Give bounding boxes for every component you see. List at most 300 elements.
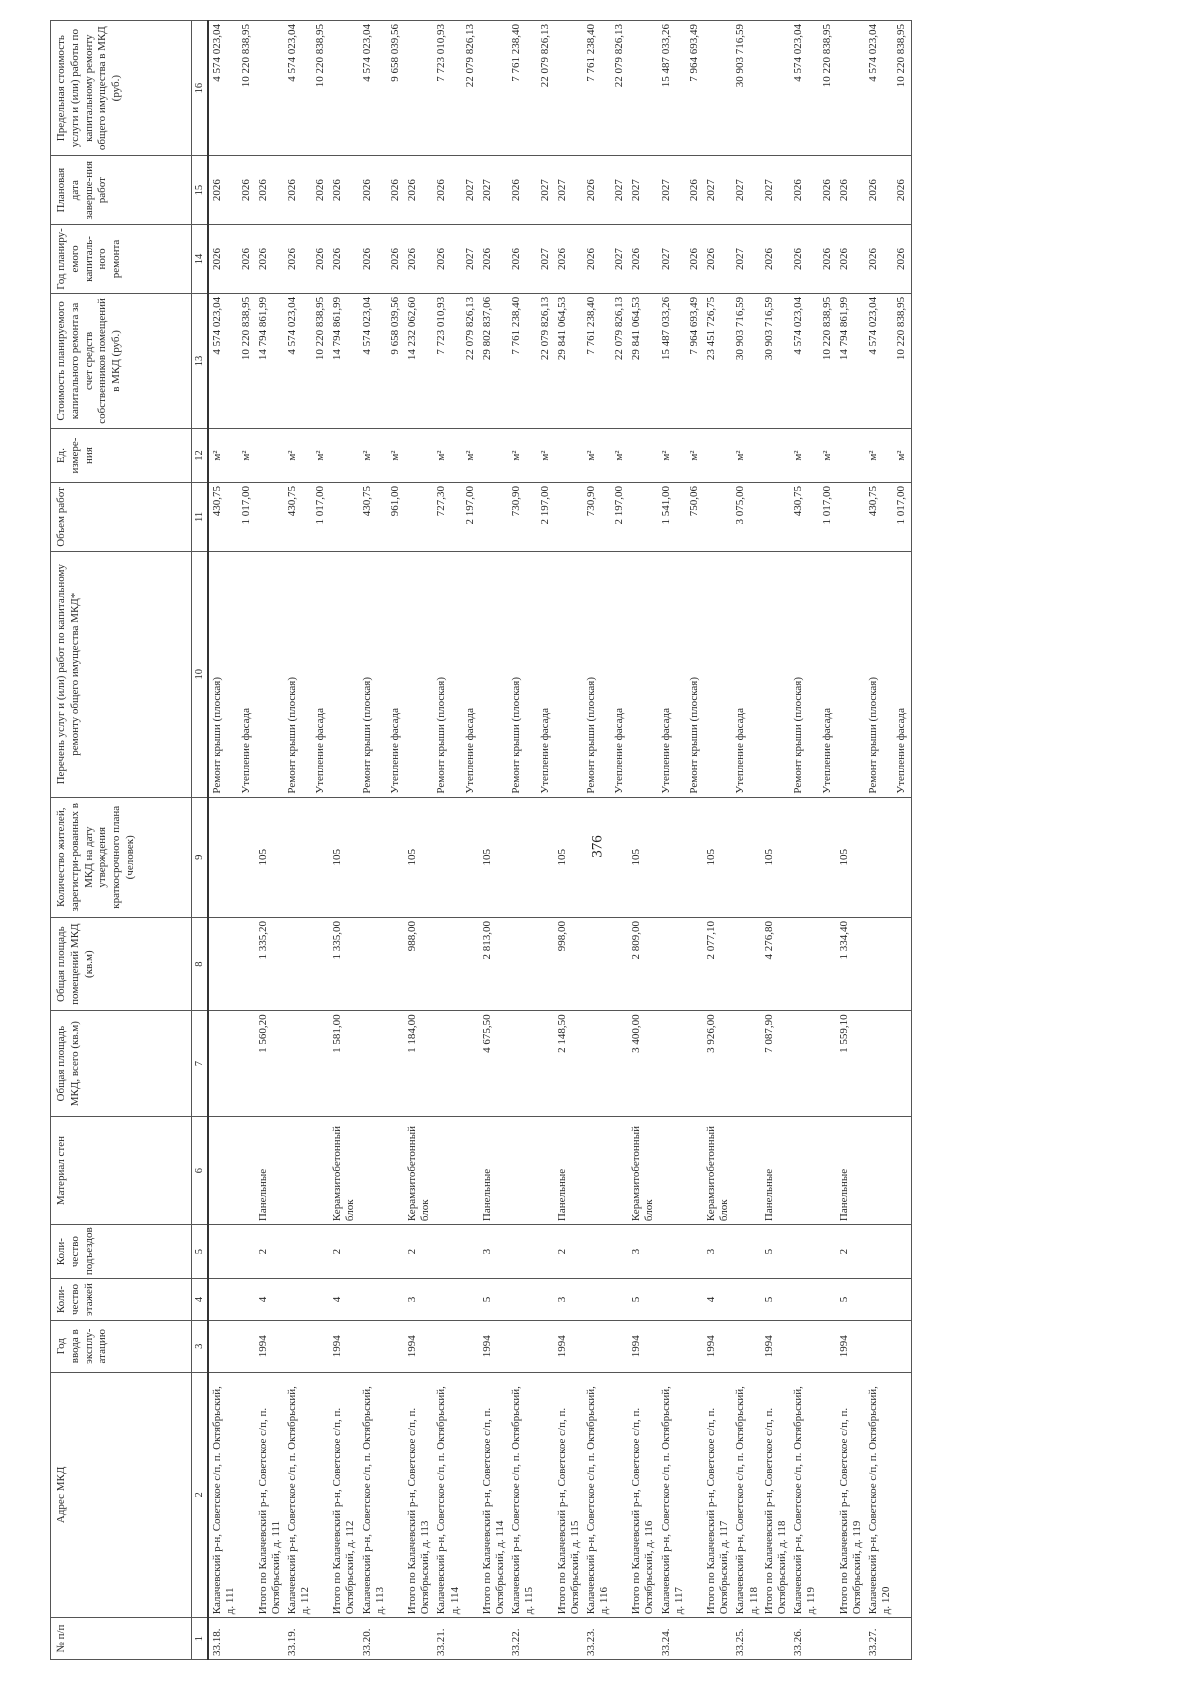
cell-col-3 bbox=[538, 1320, 555, 1372]
cell-col-3 bbox=[508, 1320, 537, 1372]
cell-col-14: 2027 bbox=[538, 225, 555, 294]
cell-col-3 bbox=[313, 1320, 330, 1372]
cell-col-6: Керамзитобетонный блок bbox=[629, 1117, 657, 1225]
column-number-4: 4 bbox=[192, 1279, 209, 1321]
cell-col-12: м² bbox=[687, 429, 704, 483]
cell-col-7 bbox=[284, 1011, 313, 1117]
cell-col-13: 29 841 064,53 bbox=[555, 293, 583, 428]
header-labels-row bbox=[51, 21, 192, 1660]
cell-col-11: 727,30 bbox=[433, 483, 462, 552]
cell-col-4: 5 bbox=[837, 1279, 865, 1321]
column-number-11: 11 bbox=[192, 483, 209, 552]
cell-col-16: 7 964 693,49 bbox=[687, 21, 704, 156]
table-row bbox=[538, 21, 555, 1660]
cell-col-1 bbox=[555, 1618, 583, 1660]
cell-col-11: 730,90 bbox=[508, 483, 537, 552]
cell-col-14: 2026 bbox=[704, 225, 732, 294]
cell-col-9 bbox=[463, 797, 480, 917]
cell-col-8 bbox=[388, 917, 405, 1010]
cell-col-11: 430,75 bbox=[359, 483, 388, 552]
cell-col-5 bbox=[583, 1225, 612, 1279]
cell-col-10: Утепление фасада bbox=[658, 551, 687, 797]
cell-col-5 bbox=[359, 1225, 388, 1279]
cell-col-4: 3 bbox=[405, 1279, 433, 1321]
cell-col-2: Итого по Калачевский р-н, Советское с/п, п. Октябрьский, д. 119 bbox=[837, 1372, 865, 1618]
cell-col-1 bbox=[463, 1618, 480, 1660]
cell-col-16 bbox=[555, 21, 583, 156]
cell-col-16 bbox=[480, 21, 508, 156]
cell-col-1 bbox=[538, 1618, 555, 1660]
header-numbers-row bbox=[192, 21, 209, 1660]
cell-col-10 bbox=[837, 551, 865, 797]
cell-col-8 bbox=[790, 917, 819, 1010]
cell-col-6 bbox=[463, 1117, 480, 1225]
cell-col-7 bbox=[612, 1011, 629, 1117]
cell-col-6 bbox=[612, 1117, 629, 1225]
cell-col-5: 2 bbox=[405, 1225, 433, 1279]
cell-col-6 bbox=[658, 1117, 687, 1225]
cell-col-3 bbox=[732, 1320, 761, 1372]
cell-col-9 bbox=[658, 797, 687, 917]
cell-col-3: 1994 bbox=[555, 1320, 583, 1372]
cell-col-13: 14 794 861,99 bbox=[256, 293, 284, 428]
cell-col-14: 2026 bbox=[865, 225, 894, 294]
cell-col-12 bbox=[704, 429, 732, 483]
cell-col-16: 10 220 838,95 bbox=[820, 21, 837, 156]
cell-col-8 bbox=[284, 917, 313, 1010]
table-row bbox=[583, 21, 612, 1660]
table-row bbox=[433, 21, 462, 1660]
cell-col-13: 10 220 838,95 bbox=[894, 293, 912, 428]
cell-col-10: Утепление фасада bbox=[820, 551, 837, 797]
cell-col-16 bbox=[837, 21, 865, 156]
cell-col-5: 5 bbox=[762, 1225, 790, 1279]
column-header-13: Стоимость планируемого капитального ремонта за счет средств собственников помещений в МКД (руб.) bbox=[51, 293, 192, 428]
cell-col-13: 10 220 838,95 bbox=[313, 293, 330, 428]
cell-col-11: 1 017,00 bbox=[239, 483, 256, 552]
cell-col-4 bbox=[284, 1279, 313, 1321]
column-number-5: 5 bbox=[192, 1225, 209, 1279]
cell-col-4: 3 bbox=[555, 1279, 583, 1321]
cell-col-8: 1 335,20 bbox=[256, 917, 284, 1010]
column-number-3: 3 bbox=[192, 1320, 209, 1372]
cell-col-15: 2026 bbox=[388, 156, 405, 225]
cell-col-16: 15 487 033,26 bbox=[658, 21, 687, 156]
cell-col-15: 2026 bbox=[313, 156, 330, 225]
cell-col-16: 22 079 826,13 bbox=[612, 21, 629, 156]
cell-col-14: 2026 bbox=[508, 225, 537, 294]
cell-col-7: 3 400,00 bbox=[629, 1011, 657, 1117]
cell-col-2: Калачевский р-н, Советское с/п, п. Октябрьский, д. 119 bbox=[790, 1372, 819, 1618]
cell-col-6: Керамзитобетонный блок bbox=[405, 1117, 433, 1225]
table-row bbox=[256, 21, 284, 1660]
column-header-10: Перечень услуг и (или) работ по капитальному ремонту общего имущества МКД* bbox=[51, 551, 192, 797]
cell-col-5 bbox=[732, 1225, 761, 1279]
cell-col-11: 1 017,00 bbox=[894, 483, 912, 552]
cell-col-9 bbox=[508, 797, 537, 917]
cell-col-7: 4 675,50 bbox=[480, 1011, 508, 1117]
cell-col-16: 4 574 023,04 bbox=[208, 21, 238, 156]
cell-col-16 bbox=[405, 21, 433, 156]
cell-col-15: 2026 bbox=[865, 156, 894, 225]
cell-col-6 bbox=[284, 1117, 313, 1225]
page-number: 376 bbox=[589, 835, 606, 858]
cell-col-4 bbox=[433, 1279, 462, 1321]
table-row bbox=[820, 21, 837, 1660]
cell-col-9 bbox=[208, 797, 238, 917]
cell-col-1: 33.18. bbox=[208, 1618, 238, 1660]
cell-col-9 bbox=[687, 797, 704, 917]
cell-col-14: 2026 bbox=[629, 225, 657, 294]
cell-col-9: 105 bbox=[555, 797, 583, 917]
cell-col-2 bbox=[820, 1372, 837, 1618]
cell-col-14: 2026 bbox=[256, 225, 284, 294]
cell-col-12: м² bbox=[538, 429, 555, 483]
cell-col-11: 2 197,00 bbox=[538, 483, 555, 552]
cell-col-3: 1994 bbox=[480, 1320, 508, 1372]
cell-col-16: 30 903 716,59 bbox=[732, 21, 761, 156]
cell-col-1 bbox=[330, 1618, 358, 1660]
cell-col-5: 3 bbox=[704, 1225, 732, 1279]
cell-col-2 bbox=[239, 1372, 256, 1618]
cell-col-10: Ремонт крыши (плоская) bbox=[583, 551, 612, 797]
cell-col-5 bbox=[658, 1225, 687, 1279]
cell-col-11 bbox=[256, 483, 284, 552]
cell-col-6: Керамзитобетонный блок bbox=[330, 1117, 358, 1225]
cell-col-3 bbox=[658, 1320, 687, 1372]
cell-col-5: 3 bbox=[480, 1225, 508, 1279]
cell-col-8 bbox=[820, 917, 837, 1010]
cell-col-8 bbox=[612, 917, 629, 1010]
cell-col-1 bbox=[820, 1618, 837, 1660]
cell-col-11: 430,75 bbox=[208, 483, 238, 552]
cell-col-5 bbox=[820, 1225, 837, 1279]
cell-col-3 bbox=[284, 1320, 313, 1372]
cell-col-16: 9 658 039,56 bbox=[388, 21, 405, 156]
cell-col-13: 10 220 838,95 bbox=[820, 293, 837, 428]
cell-col-3 bbox=[463, 1320, 480, 1372]
table-row bbox=[687, 21, 704, 1660]
cell-col-11: 961,00 bbox=[388, 483, 405, 552]
cell-col-14: 2026 bbox=[820, 225, 837, 294]
cell-col-1: 33.21. bbox=[433, 1618, 462, 1660]
cell-col-8 bbox=[508, 917, 537, 1010]
table-row bbox=[330, 21, 358, 1660]
cell-col-10 bbox=[330, 551, 358, 797]
cell-col-5 bbox=[463, 1225, 480, 1279]
cell-col-5 bbox=[612, 1225, 629, 1279]
cell-col-7: 2 148,50 bbox=[555, 1011, 583, 1117]
table-row bbox=[508, 21, 537, 1660]
cell-col-8 bbox=[865, 917, 894, 1010]
cell-col-15: 2026 bbox=[359, 156, 388, 225]
cell-col-15: 2026 bbox=[330, 156, 358, 225]
column-number-12: 12 bbox=[192, 429, 209, 483]
cell-col-15: 2026 bbox=[405, 156, 433, 225]
cell-col-6 bbox=[583, 1117, 612, 1225]
cell-col-16: 4 574 023,04 bbox=[865, 21, 894, 156]
cell-col-1: 33.26. bbox=[790, 1618, 819, 1660]
cell-col-7 bbox=[239, 1011, 256, 1117]
cell-col-2 bbox=[388, 1372, 405, 1618]
cell-col-14: 2027 bbox=[658, 225, 687, 294]
cell-col-3 bbox=[894, 1320, 912, 1372]
cell-col-5 bbox=[313, 1225, 330, 1279]
column-number-10: 10 bbox=[192, 551, 209, 797]
cell-col-12: м² bbox=[433, 429, 462, 483]
cell-col-3 bbox=[388, 1320, 405, 1372]
cell-col-6 bbox=[790, 1117, 819, 1225]
table-row bbox=[284, 21, 313, 1660]
cell-col-8 bbox=[894, 917, 912, 1010]
cell-col-2: Итого по Калачевский р-н, Советское с/п, п. Октябрьский, д. 117 bbox=[704, 1372, 732, 1618]
cell-col-3 bbox=[208, 1320, 238, 1372]
cell-col-11: 430,75 bbox=[284, 483, 313, 552]
cell-col-6 bbox=[359, 1117, 388, 1225]
cell-col-6 bbox=[538, 1117, 555, 1225]
cell-col-12: м² bbox=[313, 429, 330, 483]
cell-col-1 bbox=[837, 1618, 865, 1660]
cell-col-12 bbox=[837, 429, 865, 483]
cell-col-5 bbox=[790, 1225, 819, 1279]
cell-col-7 bbox=[790, 1011, 819, 1117]
cell-col-8 bbox=[583, 917, 612, 1010]
cell-col-15: 2026 bbox=[239, 156, 256, 225]
column-header-7: Общая площадь МКД, всего (кв.м) bbox=[51, 1011, 192, 1117]
cell-col-7 bbox=[732, 1011, 761, 1117]
cell-col-6: Панельные bbox=[762, 1117, 790, 1225]
cell-col-8: 998,00 bbox=[555, 917, 583, 1010]
cell-col-16 bbox=[762, 21, 790, 156]
cell-col-6 bbox=[820, 1117, 837, 1225]
cell-col-12: м² bbox=[284, 429, 313, 483]
cell-col-6 bbox=[732, 1117, 761, 1225]
cell-col-4: 5 bbox=[480, 1279, 508, 1321]
cell-col-4: 5 bbox=[762, 1279, 790, 1321]
cell-col-15: 2027 bbox=[538, 156, 555, 225]
cell-col-13: 4 574 023,04 bbox=[790, 293, 819, 428]
cell-col-14: 2026 bbox=[555, 225, 583, 294]
cell-col-7 bbox=[894, 1011, 912, 1117]
cell-col-7: 3 926,00 bbox=[704, 1011, 732, 1117]
cell-col-12 bbox=[762, 429, 790, 483]
cell-col-2 bbox=[313, 1372, 330, 1618]
cell-col-13: 9 658 039,56 bbox=[388, 293, 405, 428]
cell-col-4: 5 bbox=[629, 1279, 657, 1321]
cell-col-2: Итого по Калачевский р-н, Советское с/п, п. Октябрьский, д. 113 bbox=[405, 1372, 433, 1618]
cell-col-5: 2 bbox=[555, 1225, 583, 1279]
cell-col-11: 3 075,00 bbox=[732, 483, 761, 552]
cell-col-12: м² bbox=[359, 429, 388, 483]
cell-col-10: Ремонт крыши (плоская) bbox=[865, 551, 894, 797]
cell-col-7 bbox=[388, 1011, 405, 1117]
column-header-4: Коли-чество этажей bbox=[51, 1279, 192, 1321]
cell-col-5 bbox=[538, 1225, 555, 1279]
table-row bbox=[865, 21, 894, 1660]
cell-col-8 bbox=[732, 917, 761, 1010]
cell-col-4 bbox=[388, 1279, 405, 1321]
cell-col-6: Панельные bbox=[555, 1117, 583, 1225]
cell-col-6 bbox=[687, 1117, 704, 1225]
cell-col-9: 105 bbox=[405, 797, 433, 917]
cell-col-7 bbox=[463, 1011, 480, 1117]
repair-plan-table bbox=[50, 20, 912, 1660]
table-row bbox=[405, 21, 433, 1660]
cell-col-3 bbox=[433, 1320, 462, 1372]
cell-col-12 bbox=[629, 429, 657, 483]
cell-col-13: 22 079 826,13 bbox=[612, 293, 629, 428]
cell-col-10: Утепление фасада bbox=[388, 551, 405, 797]
table-row bbox=[463, 21, 480, 1660]
cell-col-3: 1994 bbox=[837, 1320, 865, 1372]
cell-col-13: 4 574 023,04 bbox=[208, 293, 238, 428]
cell-col-11 bbox=[480, 483, 508, 552]
table-row bbox=[208, 21, 238, 1660]
cell-col-14: 2026 bbox=[284, 225, 313, 294]
cell-col-12: м² bbox=[612, 429, 629, 483]
cell-col-2: Итого по Калачевский р-н, Советское с/п, п. Октябрьский, д. 118 bbox=[762, 1372, 790, 1618]
cell-col-6: Панельные bbox=[480, 1117, 508, 1225]
column-number-14: 14 bbox=[192, 225, 209, 294]
cell-col-12 bbox=[330, 429, 358, 483]
cell-col-7 bbox=[508, 1011, 537, 1117]
cell-col-8 bbox=[538, 917, 555, 1010]
cell-col-3 bbox=[820, 1320, 837, 1372]
cell-col-9: 105 bbox=[629, 797, 657, 917]
cell-col-2: Итого по Калачевский р-н, Советское с/п, п. Октябрьский, д. 111 bbox=[256, 1372, 284, 1618]
cell-col-4 bbox=[583, 1279, 612, 1321]
cell-col-1: 33.24. bbox=[658, 1618, 687, 1660]
cell-col-6 bbox=[239, 1117, 256, 1225]
cell-col-12: м² bbox=[208, 429, 238, 483]
cell-col-2: Калачевский р-н, Советское с/п, п. Октябрьский, д. 111 bbox=[208, 1372, 238, 1618]
cell-col-9: 105 bbox=[762, 797, 790, 917]
cell-col-12 bbox=[405, 429, 433, 483]
cell-col-4 bbox=[687, 1279, 704, 1321]
cell-col-15: 2026 bbox=[820, 156, 837, 225]
cell-col-14: 2026 bbox=[433, 225, 462, 294]
cell-col-16: 22 079 826,13 bbox=[538, 21, 555, 156]
cell-col-11 bbox=[762, 483, 790, 552]
cell-col-5 bbox=[284, 1225, 313, 1279]
cell-col-5 bbox=[687, 1225, 704, 1279]
cell-col-5: 2 bbox=[837, 1225, 865, 1279]
cell-col-2 bbox=[894, 1372, 912, 1618]
column-header-1: № п/п bbox=[51, 1618, 192, 1660]
column-header-9: Количество жителей, зарегистри-рованных в МКД на дату утверждения краткосрочного плана (человек) bbox=[51, 797, 192, 917]
cell-col-8 bbox=[208, 917, 238, 1010]
cell-col-14: 2026 bbox=[359, 225, 388, 294]
cell-col-13: 30 903 716,59 bbox=[732, 293, 761, 428]
table-row bbox=[894, 21, 912, 1660]
cell-col-3: 1994 bbox=[256, 1320, 284, 1372]
cell-col-8: 2 813,00 bbox=[480, 917, 508, 1010]
cell-col-7: 1 184,00 bbox=[405, 1011, 433, 1117]
cell-col-4 bbox=[894, 1279, 912, 1321]
cell-col-1 bbox=[894, 1618, 912, 1660]
table-row bbox=[790, 21, 819, 1660]
cell-col-7 bbox=[208, 1011, 238, 1117]
cell-col-8 bbox=[239, 917, 256, 1010]
cell-col-15: 2026 bbox=[433, 156, 462, 225]
cell-col-9 bbox=[284, 797, 313, 917]
cell-col-16 bbox=[256, 21, 284, 156]
cell-col-6: Панельные bbox=[837, 1117, 865, 1225]
cell-col-1 bbox=[612, 1618, 629, 1660]
cell-col-7 bbox=[433, 1011, 462, 1117]
column-header-14: Год планиру-емого капиталь-ного ремонта bbox=[51, 225, 192, 294]
cell-col-15: 2026 bbox=[284, 156, 313, 225]
cell-col-8: 1 335,00 bbox=[330, 917, 358, 1010]
cell-col-11: 430,75 bbox=[790, 483, 819, 552]
cell-col-6 bbox=[313, 1117, 330, 1225]
cell-col-1: 33.19. bbox=[284, 1618, 313, 1660]
cell-col-13: 30 903 716,59 bbox=[762, 293, 790, 428]
cell-col-7: 1 559,10 bbox=[837, 1011, 865, 1117]
table-header bbox=[51, 21, 209, 1660]
cell-col-5: 2 bbox=[256, 1225, 284, 1279]
cell-col-3 bbox=[359, 1320, 388, 1372]
cell-col-16: 10 220 838,95 bbox=[894, 21, 912, 156]
cell-col-4 bbox=[790, 1279, 819, 1321]
cell-col-9 bbox=[239, 797, 256, 917]
table-row bbox=[732, 21, 761, 1660]
table-row bbox=[612, 21, 629, 1660]
cell-col-4: 4 bbox=[256, 1279, 284, 1321]
cell-col-11: 2 197,00 bbox=[612, 483, 629, 552]
cell-col-8 bbox=[463, 917, 480, 1010]
cell-col-13: 22 079 826,13 bbox=[463, 293, 480, 428]
table-body bbox=[208, 21, 912, 1660]
cell-col-1 bbox=[405, 1618, 433, 1660]
cell-col-16 bbox=[330, 21, 358, 156]
column-header-2: Адрес МКД bbox=[51, 1372, 192, 1618]
cell-col-7 bbox=[359, 1011, 388, 1117]
cell-col-15: 2027 bbox=[732, 156, 761, 225]
cell-col-9 bbox=[433, 797, 462, 917]
cell-col-16: 7 761 238,40 bbox=[583, 21, 612, 156]
cell-col-4 bbox=[538, 1279, 555, 1321]
cell-col-4: 4 bbox=[330, 1279, 358, 1321]
cell-col-10: Ремонт крыши (плоская) bbox=[508, 551, 537, 797]
cell-col-16: 22 079 826,13 bbox=[463, 21, 480, 156]
cell-col-5 bbox=[433, 1225, 462, 1279]
cell-col-7 bbox=[583, 1011, 612, 1117]
cell-col-15: 2027 bbox=[463, 156, 480, 225]
cell-col-6 bbox=[433, 1117, 462, 1225]
cell-col-5 bbox=[894, 1225, 912, 1279]
table-row bbox=[388, 21, 405, 1660]
cell-col-8 bbox=[313, 917, 330, 1010]
cell-col-8: 988,00 bbox=[405, 917, 433, 1010]
cell-col-5: 3 bbox=[629, 1225, 657, 1279]
cell-col-16: 4 574 023,04 bbox=[790, 21, 819, 156]
cell-col-9 bbox=[790, 797, 819, 917]
cell-col-2: Итого по Калачевский р-н, Советское с/п, п. Октябрьский, д. 112 bbox=[330, 1372, 358, 1618]
cell-col-10: Утепление фасада bbox=[313, 551, 330, 797]
cell-col-2: Калачевский р-н, Советское с/п, п. Октябрьский, д. 116 bbox=[583, 1372, 612, 1618]
cell-col-11: 1 017,00 bbox=[313, 483, 330, 552]
cell-col-13: 23 451 726,75 bbox=[704, 293, 732, 428]
cell-col-9 bbox=[583, 797, 612, 917]
cell-col-9: 105 bbox=[256, 797, 284, 917]
cell-col-12: м² bbox=[865, 429, 894, 483]
column-number-16: 16 bbox=[192, 21, 209, 156]
cell-col-12: м² bbox=[820, 429, 837, 483]
cell-col-11: 2 197,00 bbox=[463, 483, 480, 552]
cell-col-9 bbox=[313, 797, 330, 917]
cell-col-1: 33.23. bbox=[583, 1618, 612, 1660]
